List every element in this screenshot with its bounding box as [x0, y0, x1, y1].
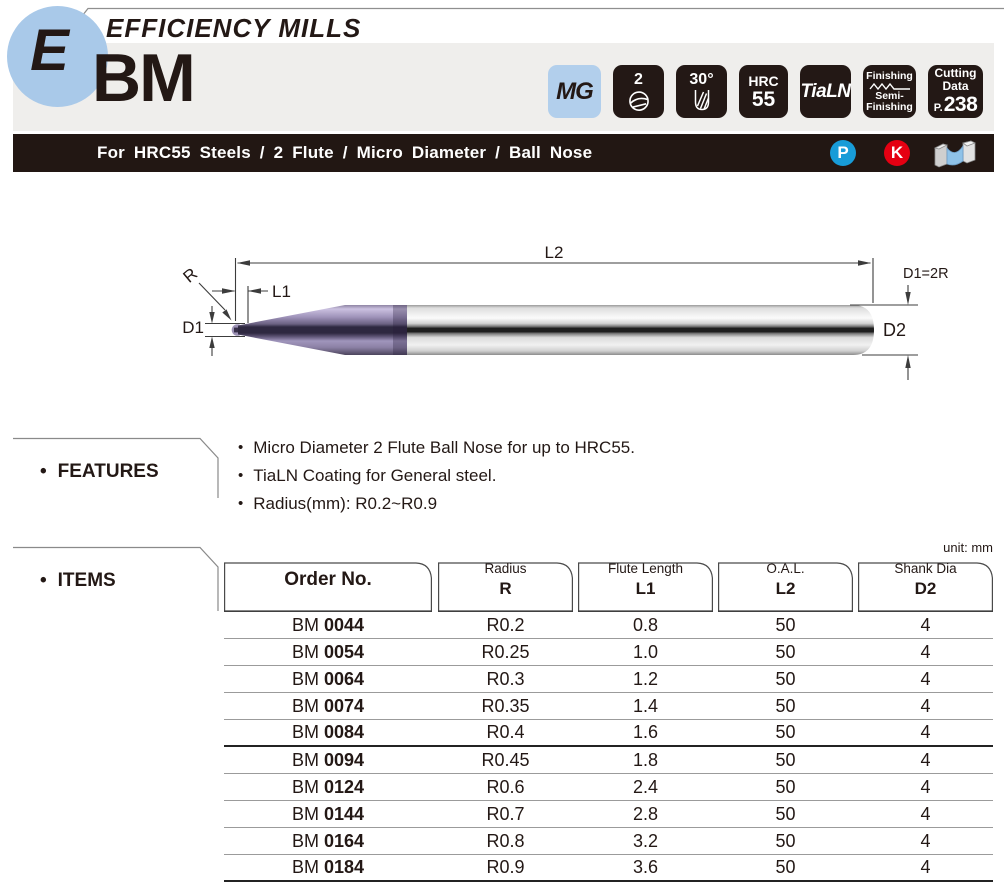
cell-shank-dia: 4 — [920, 857, 931, 877]
features-label: FEATURES — [57, 461, 159, 482]
cell-flute-length: 3.6 — [632, 857, 659, 877]
order-number: 0074 — [323, 695, 365, 716]
subtitle-text: For HRC55 Steels / 2 Flute / Micro Diameter / Ball Nose — [97, 143, 593, 162]
order-number: 0064 — [323, 668, 365, 689]
col-header-symbol: L2 — [775, 579, 796, 598]
col-header-order-no: Order No. — [284, 569, 372, 590]
cutting-page-prefix: P. — [933, 101, 943, 114]
cell-shank-dia: 4 — [920, 830, 931, 851]
table-row — [224, 801, 993, 828]
dim-label-r: R — [179, 264, 202, 287]
cell-radius: R0.25 — [481, 641, 530, 662]
cell-oal: 50 — [775, 830, 796, 851]
cell-order-no — [224, 669, 432, 690]
cell-radius: R0.4 — [486, 722, 525, 742]
items-label: ITEMS — [57, 570, 116, 591]
cutting-label-2: Data — [942, 78, 969, 93]
col-header-shank-dia — [858, 562, 993, 598]
items-table-body — [224, 612, 993, 882]
col-header-flute-length — [578, 562, 713, 598]
order-prefix: BM — [291, 749, 319, 770]
coating-badge: TiaLN — [800, 65, 851, 118]
col-header-name: O.A.L. — [766, 561, 805, 576]
order-prefix: BM — [291, 641, 319, 662]
cell-order-no — [224, 857, 432, 878]
table-row — [224, 774, 993, 801]
finishing-badge — [863, 65, 916, 118]
cell-oal: 50 — [775, 749, 796, 770]
cell-oal: 50 — [775, 695, 796, 716]
cell-radius: R0.3 — [486, 668, 525, 689]
table-row — [224, 828, 993, 855]
cell-shank-dia: 4 — [920, 776, 931, 797]
material-p-badge: P — [830, 140, 856, 166]
table-row — [224, 747, 993, 774]
order-prefix: BM — [291, 614, 319, 635]
order-number: 0164 — [323, 830, 365, 851]
dim-label-l1: L1 — [272, 282, 291, 301]
cell-flute-length: 3.2 — [632, 830, 659, 851]
cell-shank-dia: 4 — [920, 641, 931, 662]
feature-bullet: • — [238, 467, 244, 484]
cell-flute-length: 1.6 — [632, 722, 659, 742]
feature-text: Radius(mm): R0.2~R0.9 — [253, 494, 438, 513]
cell-flute-length: 1.2 — [632, 668, 659, 689]
order-number: 0044 — [323, 614, 365, 635]
feature-item — [238, 438, 635, 458]
helix-angle-icon — [691, 88, 713, 112]
cell-flute-length: 2.8 — [632, 803, 659, 824]
cell-oal: 50 — [775, 803, 796, 824]
end-view-2-flute-icon — [626, 88, 652, 112]
cell-flute-length: 0.8 — [632, 614, 659, 635]
cell-order-no — [224, 615, 432, 636]
order-prefix: BM — [291, 803, 319, 824]
cell-shank-dia: 4 — [920, 722, 931, 742]
table-row — [224, 693, 993, 720]
material-grade-badge: MG — [548, 65, 601, 118]
cell-order-no — [224, 750, 432, 771]
cell-flute-length: 1.4 — [632, 695, 659, 716]
order-number: 0094 — [323, 749, 365, 770]
material-k-badge: K — [884, 140, 910, 166]
helix-angle-label: 30° — [689, 70, 714, 88]
cell-oal: 50 — [775, 641, 796, 662]
col-header-symbol: L1 — [635, 579, 656, 598]
series-letter: E — [30, 18, 69, 83]
unit-note: unit: mm — [943, 540, 993, 555]
feature-item — [238, 494, 437, 514]
feature-bullet: • — [238, 439, 244, 456]
series-title: EFFICIENCY MILLS — [106, 13, 362, 43]
cell-shank-dia: 4 — [920, 695, 931, 716]
helix-angle-badge — [676, 65, 727, 118]
table-row — [224, 639, 993, 666]
col-header-radius — [438, 562, 573, 598]
col-header-oal — [718, 562, 853, 598]
order-prefix: BM — [291, 830, 319, 851]
cell-shank-dia: 4 — [920, 749, 931, 770]
order-prefix: BM — [291, 857, 319, 877]
table-row — [224, 720, 993, 747]
dim-label-d2: D2 — [883, 320, 907, 340]
table-row — [224, 666, 993, 693]
feature-bullet: • — [238, 495, 244, 512]
dim-label-d1: D1 — [182, 318, 204, 337]
hardness-scale: HRC — [748, 72, 779, 89]
cell-radius: R0.45 — [481, 749, 530, 770]
flute-count-badge — [613, 65, 664, 118]
cell-flute-length: 1.8 — [632, 749, 659, 770]
order-number: 0084 — [323, 722, 365, 742]
subtitle-bar — [13, 134, 994, 172]
cell-order-no — [224, 642, 432, 663]
cell-radius: R0.7 — [486, 803, 525, 824]
cell-oal: 50 — [775, 776, 796, 797]
order-number: 0054 — [323, 641, 365, 662]
col-header-name: Flute Length — [607, 561, 684, 576]
feature-item — [238, 466, 496, 486]
cell-radius: R0.35 — [481, 695, 530, 716]
cell-radius: R0.9 — [486, 857, 525, 877]
items-table-header — [224, 553, 993, 612]
col-header-symbol: D2 — [914, 579, 937, 598]
spec-badges — [548, 65, 983, 118]
hardness-value: 55 — [751, 87, 776, 111]
tool-dimension-drawing — [150, 230, 1007, 400]
feature-text: Micro Diameter 2 Flute Ball Nose for up to HRC55. — [253, 438, 635, 457]
col-header-name: Shank Dia — [894, 561, 957, 576]
flute-count-label: 2 — [634, 70, 643, 88]
col-header-name: Radius — [484, 561, 527, 576]
cell-order-no — [224, 722, 432, 743]
cell-shank-dia: 4 — [920, 668, 931, 689]
cell-oal: 50 — [775, 668, 796, 689]
cell-radius: R0.8 — [486, 830, 525, 851]
order-prefix: BM — [291, 722, 319, 742]
table-row — [224, 612, 993, 639]
features-heading — [40, 461, 159, 483]
order-prefix: BM — [291, 695, 319, 716]
order-number: 0144 — [323, 803, 365, 824]
dim-label-l2: L2 — [544, 243, 564, 262]
order-prefix: BM — [291, 668, 319, 689]
cutting-label-1: Cutting — [934, 65, 977, 80]
cell-order-no — [224, 804, 432, 825]
features-bullet: • — [40, 461, 47, 482]
order-number: 0124 — [323, 776, 365, 797]
finishing-label: Finishing — [866, 69, 913, 82]
cell-shank-dia: 4 — [920, 614, 931, 635]
machining-application-icon — [933, 137, 977, 169]
feature-text: TiaLN Coating for General steel. — [253, 466, 497, 485]
cell-order-no — [224, 831, 432, 852]
cell-oal: 50 — [775, 722, 796, 742]
cell-radius: R0.6 — [486, 776, 525, 797]
order-number: 0184 — [323, 857, 365, 877]
cell-oal: 50 — [775, 614, 796, 635]
cutting-data-badge — [928, 65, 983, 118]
model-title: BM — [92, 40, 194, 116]
semi-finishing-label-2: Finishing — [866, 100, 913, 113]
cell-shank-dia: 4 — [920, 803, 931, 824]
table-row — [224, 855, 993, 882]
semi-finishing-label-1: Semi- — [875, 89, 904, 102]
end-mill-illustration — [232, 305, 874, 355]
items-heading — [40, 570, 116, 592]
cell-flute-length: 1.0 — [632, 641, 659, 662]
cutting-page-number: 238 — [943, 92, 978, 116]
items-bullet: • — [40, 570, 47, 591]
hardness-badge — [739, 65, 788, 118]
cell-flute-length: 2.4 — [632, 776, 659, 797]
cell-order-no — [224, 777, 432, 798]
col-header-symbol: R — [499, 579, 512, 598]
cell-radius: R0.2 — [486, 614, 525, 635]
cell-oal: 50 — [775, 857, 796, 877]
cell-order-no — [224, 696, 432, 717]
dim-label-d1-eq-2r: D1=2R — [903, 266, 949, 282]
order-prefix: BM — [291, 776, 319, 797]
